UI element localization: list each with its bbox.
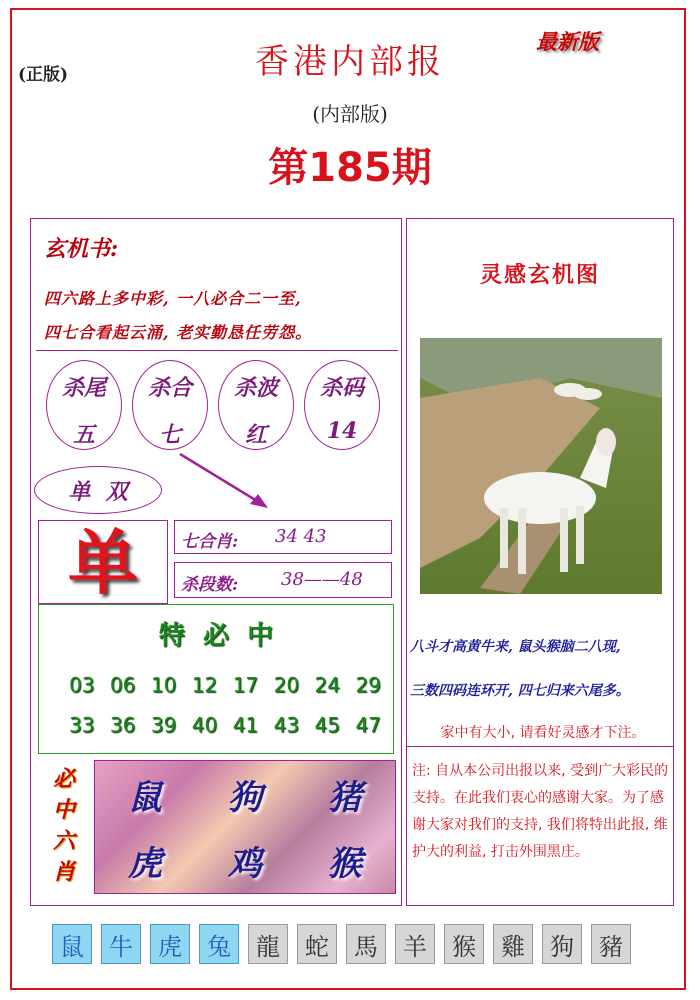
page-subtitle: (内部版): [312, 102, 388, 126]
animal-cell: [95, 761, 195, 827]
linggan-line2: 三数四码连环开, 四七归来六尾多。: [410, 683, 630, 699]
zodiac-tile: 蛇: [297, 924, 337, 964]
number: 24: [314, 673, 340, 697]
number-row-1: [69, 673, 381, 697]
pick-label: 杀波: [233, 375, 278, 401]
zodiac-tile: 狗: [542, 924, 582, 964]
pick-value: 七: [158, 422, 181, 448]
number: 47: [355, 713, 381, 737]
pick-value: 五: [72, 422, 95, 448]
pick-value: 红: [244, 422, 267, 448]
pick-bo: [218, 360, 294, 450]
xuanjishu-line1: 四六路上多中彩, 一八必合二一至,: [44, 289, 302, 308]
number-row-2: [69, 713, 381, 737]
qihe-box: [174, 520, 392, 554]
animal-label: 狗: [228, 777, 262, 818]
number: 36: [109, 713, 136, 737]
tebizhong-box: [38, 604, 394, 754]
animal-cell: [195, 761, 295, 827]
zodiac-tile: 兔: [199, 924, 239, 964]
number: 40: [191, 713, 218, 737]
animal-cell: [295, 761, 395, 827]
divider: [36, 350, 398, 351]
tebizhong-heading: 特 必 中: [158, 621, 274, 651]
goat-photo: [420, 338, 662, 594]
pick-label: 杀合: [147, 375, 192, 401]
edition-left: (正版): [18, 65, 69, 85]
number: 41: [232, 713, 259, 737]
number: 20: [273, 673, 300, 697]
pick-ma: [304, 360, 380, 450]
number: 29: [355, 673, 381, 697]
animal-label: 鼠: [128, 777, 162, 818]
linggan-heading: 灵感玄机图: [479, 262, 600, 288]
animal-label: 虎: [128, 843, 162, 884]
pick-heshu: [132, 360, 208, 450]
qihe-value: 34 43: [275, 526, 327, 547]
zodiac-tile: 猴: [444, 924, 484, 964]
linggan-line1: 八斗才高黄牛来, 鼠头猴脑二八现,: [410, 639, 621, 655]
zodiac-tile: 龍: [248, 924, 288, 964]
animal-cell: [295, 827, 395, 893]
number: 17: [232, 673, 259, 697]
big-dan-box: [38, 520, 168, 604]
animal-label: 猪: [328, 777, 362, 818]
animal-cell: [95, 827, 195, 893]
label-char: 六: [52, 828, 75, 854]
number: 39: [150, 713, 177, 737]
zodiac-tile: 鼠: [52, 924, 92, 964]
zodiac-tile: 牛: [101, 924, 141, 964]
number: 45: [314, 713, 340, 737]
linggan-note: 家中有大小, 请看好灵感才下注。: [440, 725, 646, 741]
duanshu-box: [174, 562, 392, 598]
pick-label: 杀码: [319, 375, 364, 401]
notice-text: 注: 自从本公司出报以来, 受到广大彩民的支持。在此我们衷心的感谢大家。为了感谢大家对我们的支持, 我们将特出此报, 维护大的利益, 打击外围黑庄。: [412, 763, 669, 860]
qihe-label: 七合肖:: [181, 532, 239, 552]
number: 06: [109, 673, 136, 697]
number: 12: [191, 673, 218, 697]
pick-value: 14: [326, 418, 358, 444]
pick-label: 杀尾: [61, 375, 106, 401]
number: 10: [150, 673, 177, 697]
animal-cell: [195, 827, 295, 893]
zodiac-tile: 虎: [150, 924, 190, 964]
danshuang-label: 单 双: [68, 479, 128, 505]
edition-right: 最新版: [536, 29, 599, 54]
label-char: 肖: [52, 859, 75, 885]
duanshu-value: 38——48: [281, 569, 363, 590]
number: 33: [69, 713, 95, 737]
issue-number: 第185期: [268, 145, 432, 191]
number: 43: [273, 713, 300, 737]
liuxiao-label: [44, 762, 84, 886]
page-title: 香港内部报: [255, 42, 445, 82]
danshuang-ellipse: [34, 466, 162, 514]
goat-image: [420, 338, 662, 594]
divider: [406, 746, 674, 747]
liuxiao-grid: [94, 760, 396, 894]
zodiac-strip: [52, 924, 646, 972]
zodiac-tile: 豬: [591, 924, 631, 964]
animal-label: 猴: [328, 843, 362, 884]
duanshu-label: 杀段数:: [181, 575, 239, 595]
xuanjishu-line2: 四七合看起云涌, 老实勤恳任劳怨。: [44, 323, 313, 342]
animal-label: 鸡: [228, 843, 262, 884]
label-char: 中: [52, 797, 75, 823]
number: 03: [69, 673, 95, 697]
xuanjishu-heading: 玄机书:: [44, 236, 119, 262]
arrow-icon: [170, 448, 280, 518]
big-dan: 单: [68, 521, 138, 604]
label-char: 必: [52, 766, 75, 792]
pick-weishu: [46, 360, 122, 450]
zodiac-tile: 羊: [395, 924, 435, 964]
zodiac-tile: 馬: [346, 924, 386, 964]
zodiac-tile: 雞: [493, 924, 533, 964]
xuanjishu-section: [36, 224, 398, 348]
